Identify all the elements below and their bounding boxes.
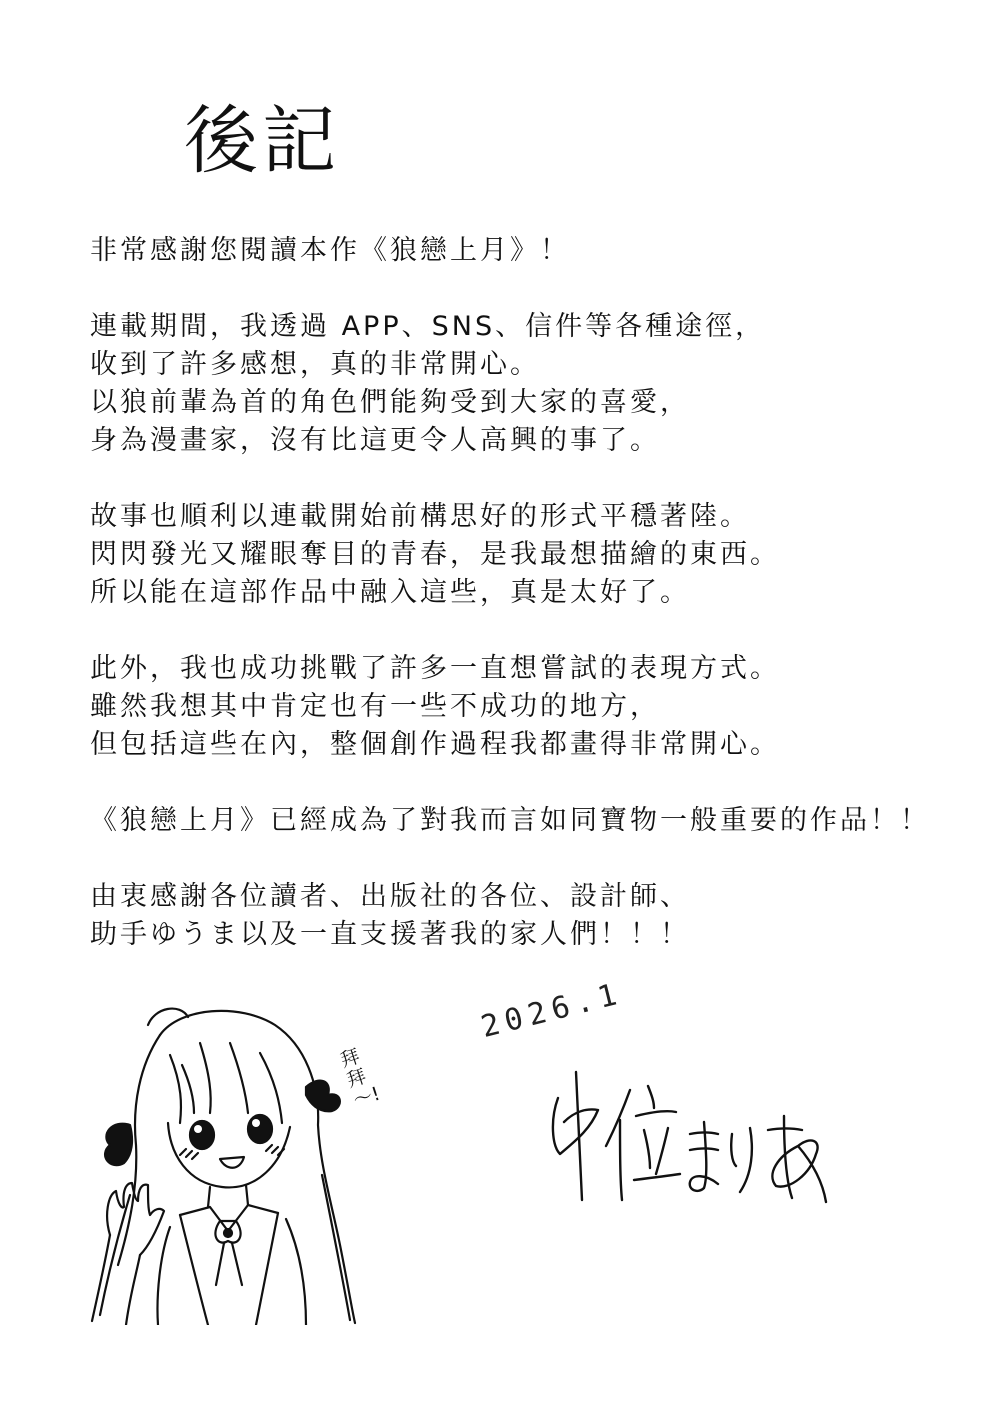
paragraph bbox=[90, 498, 970, 612]
text-line: 雖然我想其中肯定也有一些不成功的地方， bbox=[90, 691, 660, 722]
text-line: 此外，我也成功挑戰了許多一直想嘗試的表現方式。 bbox=[90, 653, 780, 684]
text-line: 由衷感謝各位讀者、出版社的各位、設計師、 bbox=[90, 881, 690, 912]
text-line: 助手ゆうま以及一直支援著我的家人們！！！ bbox=[90, 919, 690, 950]
signature-date: 2026.1 bbox=[477, 976, 627, 1045]
text-line: 收到了許多感想，真的非常開心。 bbox=[90, 349, 540, 380]
paragraph bbox=[90, 802, 970, 840]
text-line: 故事也順利以連載開始前構思好的形式平穩著陸。 bbox=[90, 501, 750, 532]
handwritten-signature-icon bbox=[540, 1050, 830, 1210]
paragraph bbox=[90, 232, 970, 270]
text-line: 身為漫畫家，沒有比這更令人高興的事了。 bbox=[90, 425, 660, 456]
text-line: 所以能在這部作品中融入這些，真是太好了。 bbox=[90, 577, 690, 608]
paragraph bbox=[90, 650, 970, 764]
text-line: 非常感謝您閱讀本作《狼戀上月》！ bbox=[90, 235, 570, 266]
text-line: 以狼前輩為首的角色們能夠受到大家的喜愛， bbox=[90, 387, 690, 418]
waving-girl-illustration-icon bbox=[70, 995, 390, 1325]
text-line: 但包括這些在內，整個創作過程我都畫得非常開心。 bbox=[90, 729, 780, 760]
afterword-body bbox=[90, 232, 970, 992]
page-title: 後記 bbox=[184, 98, 340, 184]
text-line: 閃閃發光又耀眼奪目的青春，是我最想描繪的東西。 bbox=[90, 539, 780, 570]
speech-bubble: 拜拜～! bbox=[337, 1045, 383, 1112]
paragraph bbox=[90, 308, 970, 460]
paragraph bbox=[90, 878, 970, 954]
text-line: 連載期間，我透過 APP、SNS、信件等各種途徑， bbox=[90, 311, 766, 342]
text-line: 《狼戀上月》已經成為了對我而言如同寶物一般重要的作品！！ bbox=[90, 805, 930, 836]
